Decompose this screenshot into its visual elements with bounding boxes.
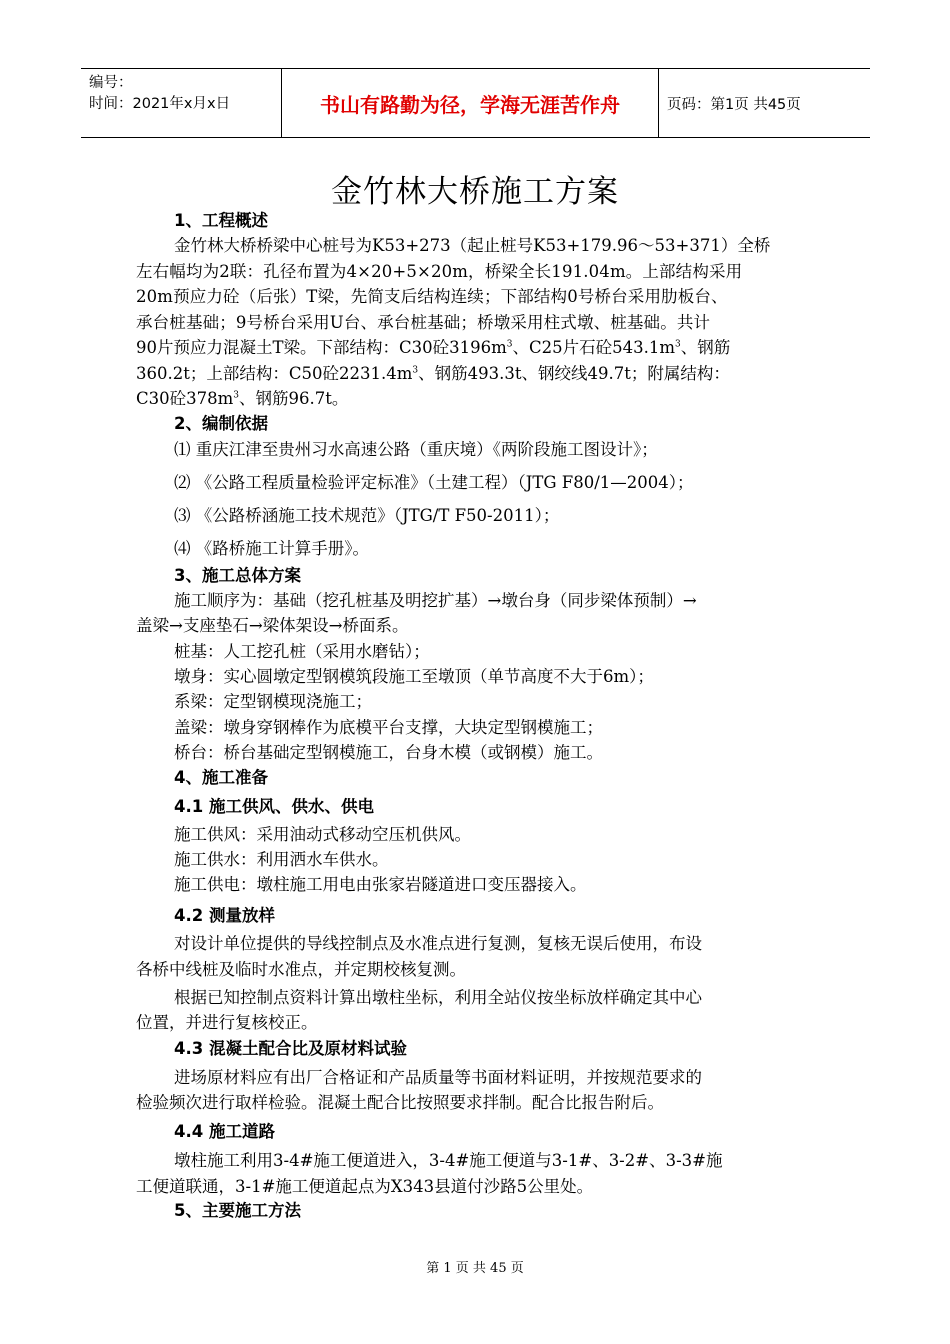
paragraph-line: 施工供风：采用油动式移动空压机供风。 <box>174 825 471 844</box>
paragraph-line <box>136 335 730 361</box>
subsection-heading: 4.1 施工供风、供水、供电 <box>174 797 374 816</box>
number-label: 编号： <box>89 75 133 91</box>
superscript: 3 <box>675 339 681 350</box>
paragraph-line: 20m预应力砼（后张）T梁，先简支后结构连续；下部结构0号桥台采用肋板台、 <box>136 287 728 306</box>
paragraph-line: 系梁：定型钢模现浇施工； <box>174 692 372 711</box>
superscript: 3 <box>506 339 513 350</box>
section-heading: 4、施工准备 <box>174 768 268 787</box>
paragraph-line: 施工顺序为：基础（挖孔桩基及明挖扩基）→墩台身（同步梁体预制）→ <box>174 591 697 610</box>
header-motto: 书山有路勤为径，学海无涯苦作舟 <box>282 69 659 137</box>
section-heading: 3、施工总体方案 <box>174 566 301 585</box>
paragraph-line: 进场原材料应有出厂合格证和产品质量等书面材料证明，并按规范要求的 <box>174 1068 702 1087</box>
list-item: ⑶ 《公路桥涵施工技术规范》（JTG/T F50-2011）； <box>174 506 560 525</box>
paragraph-line: 桥台：桥台基础定型钢模施工，台身木模（或钢模）施工。 <box>174 743 603 762</box>
paragraph-line: 根据已知控制点资料计算出墩柱坐标，利用全站仪按坐标放样确定其中心 <box>174 988 702 1007</box>
header-page-info: 页码：第1页 共45页 <box>667 96 801 113</box>
list-item: ⑵ 《公路工程质量检验评定标准》（土建工程）（JTG F80/1—2004）； <box>174 473 694 492</box>
text-run: 、钢筋493.3t、钢绞线49.7t；附属结构： <box>418 364 730 383</box>
paragraph-line: 承台桩基础；9号桥台采用U台、承台桩基础；桥墩采用柱式墩、桩基础。共计 <box>136 313 711 332</box>
paragraph-line: 金竹林大桥桥梁中心桩号为K53+273（起止桩号K53+179.96～53+371）全桥 <box>174 236 771 255</box>
paragraph-line: 墩柱施工利用3-4#施工便道进入，3-4#施工便道与3-1#、3-2#、3-3#施 <box>174 1151 723 1170</box>
paragraph-line: 盖梁→支座垫石→梁体架设→桥面系。 <box>136 616 409 635</box>
paragraph-line: 盖梁：墩身穿钢棒作为底模平台支撑，大块定型钢模施工； <box>174 718 603 737</box>
paragraph-line: 检验频次进行取样检验。混凝土配合比按照要求拌制。配合比报告附后。 <box>136 1093 664 1112</box>
subsection-heading: 4.3 混凝土配合比及原材料试验 <box>174 1039 407 1058</box>
text-run: 90片预应力混凝土T梁。下部结构：C30砼3196m <box>136 338 507 357</box>
paragraph-line <box>136 386 348 412</box>
section-heading: 1、工程概述 <box>174 211 268 230</box>
date-label: 时间：2021年x月x日 <box>89 96 231 112</box>
paragraph-line: 位置，并进行复核校正。 <box>136 1013 318 1032</box>
paragraph-line: 各桥中线桩及临时水准点，并定期校核复测。 <box>136 960 466 979</box>
superscript: 3 <box>412 365 419 376</box>
header-table <box>81 68 870 138</box>
section-heading: 5、主要施工方法 <box>174 1201 301 1220</box>
page-footer: 第 1 页 共 45 页 <box>426 1261 524 1276</box>
text-run: 、C25片石砼543.1m <box>512 338 676 357</box>
list-item: ⑴ 重庆江津至贵州习水高速公路（重庆境）《两阶段施工图设计》； <box>174 440 658 459</box>
superscript: 3 <box>233 390 239 401</box>
subsection-heading: 4.2 测量放样 <box>174 906 275 925</box>
paragraph-line: 左右幅均为2联：孔径布置为4×20+5×20m，桥梁全长191.04m。上部结构采用 <box>136 262 743 281</box>
paragraph-line: 施工供水：利用洒水车供水。 <box>174 850 389 869</box>
paragraph-line: 施工供电：墩柱施工用电由张家岩隧道进口变压器接入。 <box>174 875 587 894</box>
text-run: C30砼378m <box>136 389 234 408</box>
text-run: 、钢筋 <box>680 338 731 357</box>
text-run: 360.2t；上部结构：C50砼2231.4m <box>136 364 413 383</box>
document-title: 金竹林大桥施工方案 <box>331 174 619 210</box>
header-meta-cell <box>81 69 282 137</box>
paragraph-line: 工便道联通，3-1#施工便道起点为X343县道付沙路5公里处。 <box>136 1177 594 1196</box>
text-run: 、钢筋96.7t。 <box>239 389 349 408</box>
paragraph-line: 墩身：实心圆墩定型钢模筑段施工至墩顶（单节高度不大于6m）； <box>174 667 654 686</box>
section-heading: 2、编制依据 <box>174 414 268 433</box>
paragraph-line: 对设计单位提供的导线控制点及水准点进行复测，复核无误后使用，布设 <box>174 934 702 953</box>
list-item: ⑷ 《路桥施工计算手册》。 <box>174 539 369 558</box>
paragraph-line: 桩基：人工挖孔桩（采用水磨钻）； <box>174 642 430 661</box>
subsection-heading: 4.4 施工道路 <box>174 1122 275 1141</box>
paragraph-line <box>136 361 730 387</box>
